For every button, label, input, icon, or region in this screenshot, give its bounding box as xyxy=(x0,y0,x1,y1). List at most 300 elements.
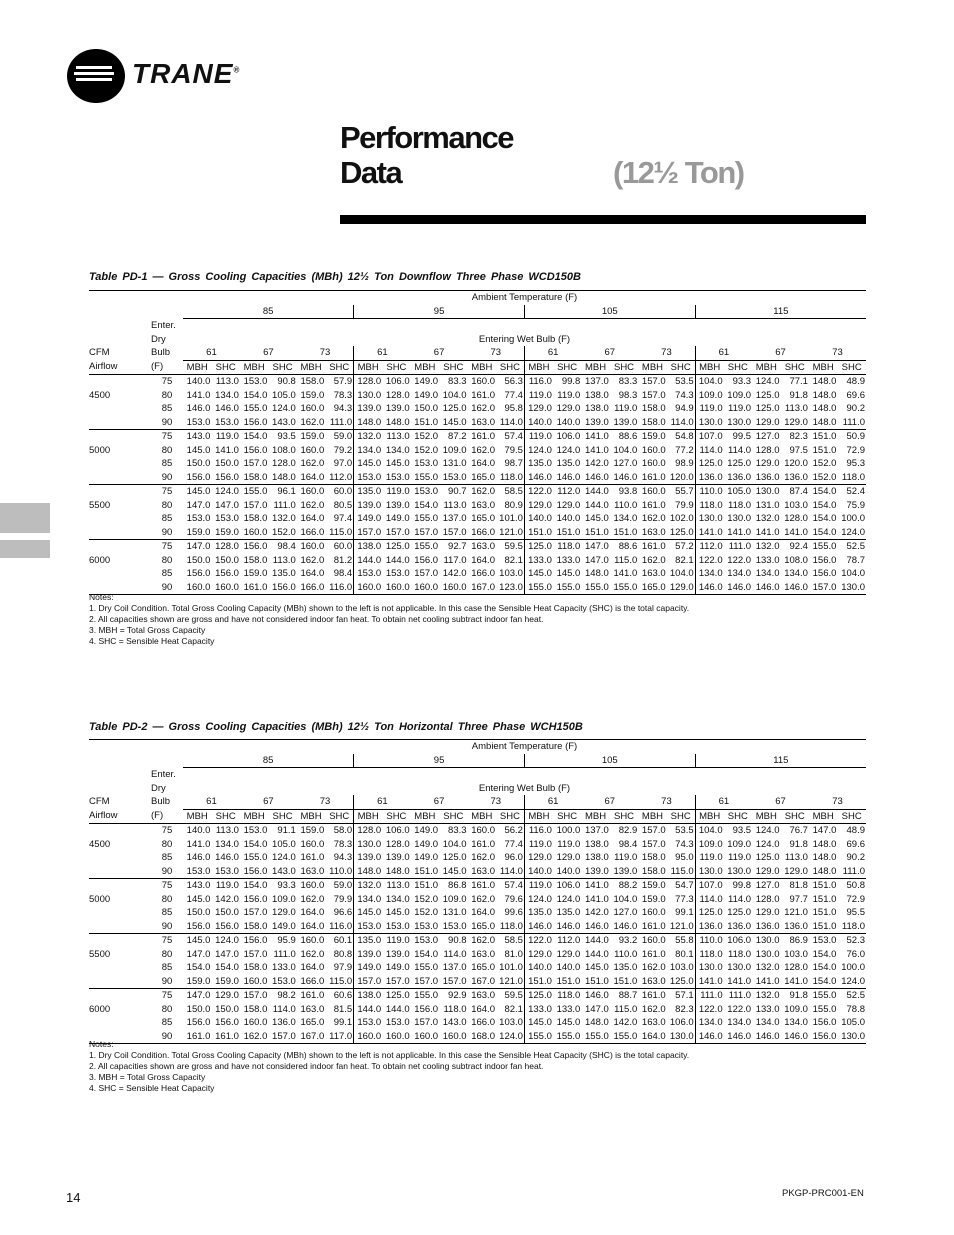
mbh-cell: 163.0 xyxy=(300,1003,325,1015)
mbh-cell: 142.0 xyxy=(585,458,609,469)
table-row xyxy=(89,526,866,540)
shc-cell: 134.0 xyxy=(215,838,239,850)
mbh-cell: 148.0 xyxy=(812,416,837,428)
mbh-header: MBH xyxy=(354,809,382,824)
shc-cell: 106.0 xyxy=(553,879,581,893)
mbh-cell: 162.0 xyxy=(471,403,495,414)
mbh-cell: 147.0 xyxy=(183,989,211,1003)
mbh-cell: 139.0 xyxy=(585,865,609,877)
wet-bulb-value: 73 xyxy=(809,346,866,360)
mbh-cell: 160.0 xyxy=(243,975,268,987)
shc-cell: 59.5 xyxy=(496,989,524,1003)
mbh-cell: 160.0 xyxy=(243,1017,268,1028)
cfm-value xyxy=(89,975,151,989)
dry-bulb-value: 75 xyxy=(151,824,183,838)
mbh-cell: 130.0 xyxy=(695,416,723,430)
shc-cell: 58.0 xyxy=(325,824,353,838)
shc-cell: 116.0 xyxy=(329,581,353,593)
shc-cell: 118.0 xyxy=(841,471,865,483)
mbh-cell: 160.0 xyxy=(638,485,666,499)
mbh-cell: 148.0 xyxy=(354,865,382,879)
mbh-cell: 104.0 xyxy=(695,375,723,389)
shc-cell: 97.5 xyxy=(789,444,808,456)
mbh-header: MBH xyxy=(300,810,322,822)
shc-cell: 141.0 xyxy=(727,526,752,538)
mbh-cell: 160.0 xyxy=(414,1030,439,1042)
shc-cell: 135.0 xyxy=(613,962,638,973)
shc-cell: 121.0 xyxy=(784,907,808,918)
dry-bulb-value: 75 xyxy=(151,540,183,554)
mbh-cell: 148.0 xyxy=(812,852,837,863)
page-number: 14 xyxy=(66,1190,81,1205)
shc-header: SHC xyxy=(613,361,635,373)
shc-cell: 137.0 xyxy=(442,513,467,524)
title-rule xyxy=(340,215,866,224)
shc-cell: 150.0 xyxy=(215,554,239,566)
shc-cell: 113.0 xyxy=(443,499,467,511)
shc-header: SHC xyxy=(557,810,578,822)
mbh-cell: 124.0 xyxy=(755,838,780,850)
shc-cell: 118.0 xyxy=(443,1003,467,1015)
mbh-cell: 155.0 xyxy=(585,581,609,593)
shc-cell: 139.0 xyxy=(385,852,410,863)
shc-cell: 136.0 xyxy=(272,1017,296,1028)
mbh-cell: 130.0 xyxy=(695,865,723,879)
mbh-cell: 147.0 xyxy=(186,948,211,960)
mbh-cell: 153.0 xyxy=(186,865,211,877)
shc-cell: 130.0 xyxy=(841,1030,865,1042)
mbh-cell: 162.0 xyxy=(243,1030,268,1042)
shc-cell: 156.0 xyxy=(215,920,239,932)
airflow-label: Airflow xyxy=(89,361,118,373)
mbh-header: MBH xyxy=(812,810,834,822)
cfm-value: 4500 xyxy=(89,389,111,401)
note-item: 4. SHC = Sensible Heat Capacity xyxy=(89,1083,215,1093)
mbh-header: MBH xyxy=(414,810,436,822)
mbh-cell: 164.0 xyxy=(471,907,495,918)
shc-cell: 153.0 xyxy=(442,920,467,932)
shc-cell: 153.0 xyxy=(385,568,410,579)
dry-bulb-value: 90 xyxy=(161,1030,173,1042)
mbh-header: MBH xyxy=(243,810,265,822)
shc-cell: 146.0 xyxy=(613,920,638,932)
dry-bulb-value: 75 xyxy=(151,989,183,1003)
shc-cell: 95.3 xyxy=(846,458,865,469)
mbh-cell: 154.0 xyxy=(812,962,837,973)
mbh-cell: 157.0 xyxy=(243,948,268,960)
dry-bulb-value: 75 xyxy=(151,485,183,499)
shc-cell: 82.3 xyxy=(675,1003,694,1015)
cfm-value xyxy=(89,526,151,540)
dry-bulb-value: 80 xyxy=(161,554,173,566)
mbh-cell: 152.0 xyxy=(411,430,439,444)
f-unit-label: (F) xyxy=(151,361,164,373)
mbh-cell: 109.0 xyxy=(695,838,723,852)
shc-cell: 108.0 xyxy=(272,444,296,456)
entering-wet-bulb-label: Entering Wet Bulb (F) xyxy=(478,333,571,345)
dry-bulb-value: 90 xyxy=(161,975,173,987)
mbh-cell: 157.0 xyxy=(240,989,268,1003)
shc-header: SHC xyxy=(613,810,635,822)
shc-cell: 104.0 xyxy=(442,838,467,850)
mbh-cell: 145.0 xyxy=(183,934,211,948)
ambient-temp-label: Ambient Temperature (F) xyxy=(183,740,866,754)
airflow-label: Airflow xyxy=(89,810,118,822)
mbh-cell: 107.0 xyxy=(695,430,723,444)
wet-bulb-value: 61 xyxy=(524,795,581,809)
shc-cell: 129.0 xyxy=(556,403,581,414)
cfm-value xyxy=(89,851,151,865)
shc-cell: 103.0 xyxy=(784,499,808,511)
mbh-cell: 110.0 xyxy=(695,485,723,499)
shc-cell: 139.0 xyxy=(613,416,638,428)
mbh-cell: 159.0 xyxy=(297,430,325,444)
mbh-cell: 130.0 xyxy=(755,948,780,960)
shc-cell: 78.8 xyxy=(846,1003,865,1015)
shc-cell: 122.0 xyxy=(727,554,752,566)
mbh-cell: 161.0 xyxy=(468,879,496,893)
mbh-header: MBH xyxy=(354,360,382,375)
mbh-cell: 140.0 xyxy=(183,824,211,838)
mbh-cell: 156.0 xyxy=(186,1017,211,1028)
table-row xyxy=(89,879,866,893)
mbh-cell: 132.0 xyxy=(354,879,382,893)
mbh-header: MBH xyxy=(695,809,723,824)
mbh-cell: 158.0 xyxy=(641,403,666,414)
shc-cell: 144.0 xyxy=(385,1003,410,1015)
cfm-value xyxy=(89,920,151,934)
cfm-value xyxy=(89,512,151,526)
shc-cell: 119.0 xyxy=(614,403,638,414)
mbh-cell: 153.0 xyxy=(414,920,439,932)
shc-cell: 74.3 xyxy=(675,389,694,401)
shc-cell: 129.0 xyxy=(784,416,808,428)
shc-cell: 78.3 xyxy=(333,838,353,850)
mbh-cell: 160.0 xyxy=(297,879,325,893)
mbh-cell: 130.0 xyxy=(752,934,780,948)
shc-cell: 146.0 xyxy=(556,471,581,483)
shc-cell: 115.0 xyxy=(614,1003,638,1015)
mbh-cell: 157.0 xyxy=(414,975,439,987)
shc-header: SHC xyxy=(841,361,862,373)
shc-cell: 96.1 xyxy=(268,485,296,499)
shc-cell: 114.0 xyxy=(443,948,467,960)
mbh-cell: 147.0 xyxy=(585,1003,609,1015)
shc-cell: 106.0 xyxy=(382,375,410,389)
shc-cell: 118.0 xyxy=(727,948,752,960)
shc-cell: 116.0 xyxy=(329,920,353,932)
shc-cell: 147.0 xyxy=(215,948,239,960)
mbh-cell: 154.0 xyxy=(812,948,837,960)
mbh-cell: 157.0 xyxy=(354,975,382,989)
mbh-cell: 157.0 xyxy=(354,526,382,540)
shc-cell: 53.5 xyxy=(667,375,695,389)
notes-title: Notes: xyxy=(89,592,114,602)
shc-cell: 91.8 xyxy=(789,389,808,401)
shc-cell: 142.0 xyxy=(215,893,239,905)
mbh-cell: 132.0 xyxy=(755,962,780,973)
shc-cell: 129.0 xyxy=(669,581,694,593)
mbh-cell: 153.0 xyxy=(186,513,211,524)
shc-cell: 115.0 xyxy=(329,975,353,987)
table-caption: Table PD-2 — Gross Cooling Capacities (MBh) 12½ Ton Horizontal Three Phase WCH150B xyxy=(89,721,583,733)
capacity-grid xyxy=(89,290,866,595)
shc-cell: 152.0 xyxy=(272,526,296,538)
mbh-cell: 147.0 xyxy=(581,540,609,554)
mbh-cell: 163.0 xyxy=(471,948,495,960)
mbh-cell: 128.0 xyxy=(755,444,780,456)
wet-bulb-value: 61 xyxy=(695,346,752,360)
shc-cell: 153.0 xyxy=(215,513,239,524)
mbh-cell: 138.0 xyxy=(354,540,382,554)
shc-header: SHC xyxy=(727,361,748,373)
shc-cell: 145.0 xyxy=(385,458,410,469)
shc-cell: 113.0 xyxy=(784,852,808,863)
shc-cell: 79.9 xyxy=(675,499,694,511)
mbh-cell: 125.0 xyxy=(755,852,780,863)
dry-bulb-value: 85 xyxy=(161,907,173,918)
mbh-cell: 145.0 xyxy=(183,485,211,499)
mbh-header: MBH xyxy=(243,361,265,373)
ambient-temp-value: 115 xyxy=(695,754,866,768)
mbh-cell: 159.0 xyxy=(297,824,325,838)
mbh-cell: 162.0 xyxy=(300,499,325,511)
shc-cell: 128.0 xyxy=(211,540,239,554)
shc-cell: 58.5 xyxy=(496,934,524,948)
mbh-cell: 158.0 xyxy=(243,513,268,524)
performance-table xyxy=(89,290,866,595)
table-row xyxy=(89,567,866,581)
mbh-cell: 155.0 xyxy=(411,989,439,1003)
shc-cell: 82.1 xyxy=(504,554,523,566)
mbh-cell: 122.0 xyxy=(695,1003,723,1017)
shc-cell: 124.0 xyxy=(556,893,581,905)
mbh-cell: 158.0 xyxy=(243,471,268,483)
shc-cell: 72.9 xyxy=(846,893,865,905)
shc-cell: 93.3 xyxy=(724,375,752,389)
shc-cell: 121.0 xyxy=(499,975,523,987)
mbh-cell: 138.0 xyxy=(585,389,609,401)
mbh-cell: 157.0 xyxy=(243,907,268,918)
shc-cell: 128.0 xyxy=(272,458,296,469)
mbh-cell: 163.0 xyxy=(300,865,325,877)
cfm-value xyxy=(89,540,151,554)
mbh-cell: 130.0 xyxy=(752,485,780,499)
cfm-value: 5000 xyxy=(89,893,111,905)
mbh-cell: 116.0 xyxy=(524,375,552,389)
mbh-cell: 141.0 xyxy=(695,526,723,540)
mbh-cell: 145.0 xyxy=(354,906,382,920)
capacity-grid xyxy=(89,739,866,1044)
shc-cell: 155.0 xyxy=(556,581,581,593)
shc-cell: 97.4 xyxy=(333,513,353,524)
wet-bulb-value: 61 xyxy=(524,346,581,360)
shc-cell: 52.5 xyxy=(837,540,866,554)
shc-cell: 94.3 xyxy=(333,403,353,414)
mbh-cell: 167.0 xyxy=(300,1030,325,1042)
mbh-cell: 133.0 xyxy=(755,554,780,566)
table-notes xyxy=(89,1039,689,1094)
dry-bulb-value: 80 xyxy=(161,1003,173,1015)
shc-cell: 60.0 xyxy=(325,485,353,499)
shc-cell: 106.0 xyxy=(669,1017,694,1028)
shc-cell: 50.8 xyxy=(837,879,866,893)
shc-cell: 77.4 xyxy=(504,838,523,850)
shc-cell: 145.0 xyxy=(556,1017,581,1028)
shc-cell: 111.0 xyxy=(329,416,353,428)
shc-cell: 118.0 xyxy=(553,540,581,554)
mbh-cell: 128.0 xyxy=(354,375,382,389)
mbh-cell: 125.0 xyxy=(695,906,723,920)
shc-cell: 103.0 xyxy=(499,1017,523,1028)
shc-cell: 114.0 xyxy=(727,893,752,905)
shc-cell: 97.9 xyxy=(333,962,353,973)
mbh-cell: 160.0 xyxy=(641,907,666,918)
shc-cell: 130.0 xyxy=(841,581,865,593)
shc-cell: 135.0 xyxy=(556,907,581,918)
mbh-cell: 166.0 xyxy=(471,568,495,579)
wet-bulb-value: 73 xyxy=(297,346,354,360)
shc-cell: 124.0 xyxy=(272,403,296,414)
shc-cell: 128.0 xyxy=(385,838,410,850)
mbh-cell: 150.0 xyxy=(186,1003,211,1015)
mbh-cell: 157.0 xyxy=(812,581,837,593)
mbh-cell: 140.0 xyxy=(524,416,552,430)
shc-cell: 129.0 xyxy=(556,852,581,863)
mbh-cell: 119.0 xyxy=(524,879,552,893)
mbh-cell: 156.0 xyxy=(812,1017,837,1028)
mbh-cell: 155.0 xyxy=(411,540,439,554)
table-notes xyxy=(89,592,689,647)
mbh-cell: 157.0 xyxy=(641,838,666,850)
mbh-cell: 111.0 xyxy=(695,989,723,1003)
mbh-cell: 152.0 xyxy=(414,893,439,905)
shc-cell: 124.0 xyxy=(556,444,581,456)
shc-cell: 88.6 xyxy=(610,540,638,554)
shc-cell: 135.0 xyxy=(556,458,581,469)
shc-cell: 129.0 xyxy=(211,989,239,1003)
shc-cell: 113.0 xyxy=(382,879,410,893)
mbh-cell: 156.0 xyxy=(243,893,268,905)
shc-cell: 155.0 xyxy=(613,1030,638,1042)
mbh-cell: 154.0 xyxy=(812,513,837,524)
shc-cell: 83.3 xyxy=(439,824,467,838)
mbh-cell: 134.0 xyxy=(755,568,780,579)
mbh-cell: 156.0 xyxy=(186,471,211,483)
shc-cell: 153.0 xyxy=(272,975,296,987)
mbh-cell: 154.0 xyxy=(186,962,211,973)
mbh-cell: 130.0 xyxy=(354,838,382,852)
shc-cell: 134.0 xyxy=(613,513,638,524)
mbh-cell: 161.0 xyxy=(471,389,495,401)
shc-cell: 146.0 xyxy=(215,403,239,414)
mbh-cell: 158.0 xyxy=(243,962,268,973)
shc-cell: 140.0 xyxy=(556,962,581,973)
mbh-cell: 166.0 xyxy=(300,581,325,593)
enter-label: Enter. xyxy=(151,768,176,780)
mbh-cell: 130.0 xyxy=(695,512,723,526)
mbh-cell: 136.0 xyxy=(695,471,723,485)
shc-cell: 139.0 xyxy=(385,499,410,511)
cfm-value xyxy=(89,485,151,499)
shc-cell: 118.0 xyxy=(499,920,523,932)
shc-cell: 118.0 xyxy=(727,499,752,511)
table-row xyxy=(89,499,866,513)
shc-cell: 104.0 xyxy=(669,568,694,579)
shc-cell: 91.1 xyxy=(268,824,296,838)
shc-cell: 118.0 xyxy=(499,471,523,483)
mbh-cell: 159.0 xyxy=(243,568,268,579)
shc-cell: 159.0 xyxy=(215,526,239,538)
shc-header: SHC xyxy=(499,361,520,373)
shc-cell: 160.0 xyxy=(215,581,239,593)
shc-cell: 101.0 xyxy=(499,513,523,524)
shc-header: SHC xyxy=(329,361,350,373)
mbh-cell: 150.0 xyxy=(186,907,211,918)
mbh-cell: 153.0 xyxy=(354,471,382,485)
shc-cell: 94.3 xyxy=(333,852,353,863)
table-row xyxy=(89,402,866,416)
mbh-cell: 160.0 xyxy=(641,444,666,456)
mbh-cell: 146.0 xyxy=(186,852,211,863)
mbh-cell: 158.0 xyxy=(243,554,268,566)
mbh-cell: 145.0 xyxy=(585,962,609,973)
dry-bulb-value: 75 xyxy=(151,430,183,444)
mbh-cell: 133.0 xyxy=(524,1003,552,1017)
mbh-cell: 166.0 xyxy=(471,526,495,538)
shc-cell: 106.0 xyxy=(382,824,410,838)
shc-header: SHC xyxy=(670,361,691,373)
shc-cell: 142.0 xyxy=(613,1017,638,1028)
ambient-temp-value: 105 xyxy=(524,754,695,768)
mbh-header: MBH xyxy=(186,810,208,822)
shc-cell: 109.0 xyxy=(784,1003,808,1015)
shc-cell: 151.0 xyxy=(556,526,581,538)
shc-cell: 106.0 xyxy=(553,430,581,444)
note-item: 2. All capacities shown are gross and have not considered indoor fan heat. To obtain net cooling subtract indoor fan heat. xyxy=(89,1061,544,1071)
shc-cell: 57.4 xyxy=(496,430,524,444)
shc-cell: 76.0 xyxy=(846,948,865,960)
mbh-cell: 112.0 xyxy=(695,540,723,554)
cfm-value xyxy=(89,961,151,975)
shc-cell: 140.0 xyxy=(556,416,581,428)
dry-bulb-value: 75 xyxy=(151,934,183,948)
mbh-cell: 153.0 xyxy=(354,1016,382,1030)
mbh-cell: 151.0 xyxy=(809,879,837,893)
table-caption: Table PD-1 — Gross Cooling Capacities (MBh) 12½ Ton Downflow Three Phase WCD150B xyxy=(89,271,581,283)
mbh-cell: 148.0 xyxy=(354,416,382,430)
shc-cell: 134.0 xyxy=(784,1017,808,1028)
mbh-cell: 139.0 xyxy=(354,402,382,416)
shc-cell: 48.9 xyxy=(837,824,866,838)
shc-cell: 81.8 xyxy=(781,879,809,893)
shc-cell: 74.3 xyxy=(675,838,694,850)
shc-cell: 106.0 xyxy=(724,934,752,948)
mbh-cell: 160.0 xyxy=(297,485,325,499)
shc-cell: 150.0 xyxy=(215,458,239,469)
shc-cell: 86.8 xyxy=(439,879,467,893)
cfm-value: 6000 xyxy=(89,554,111,566)
shc-cell: 133.0 xyxy=(556,1003,581,1015)
mbh-cell: 129.0 xyxy=(755,458,780,469)
mbh-cell: 114.0 xyxy=(695,893,723,907)
dry-label: Dry xyxy=(151,782,166,794)
shc-cell: 149.0 xyxy=(272,920,296,932)
shc-cell: 145.0 xyxy=(385,907,410,918)
wet-bulb-value: 67 xyxy=(411,795,468,809)
cfm-value xyxy=(89,471,151,485)
mbh-cell: 146.0 xyxy=(585,920,609,932)
